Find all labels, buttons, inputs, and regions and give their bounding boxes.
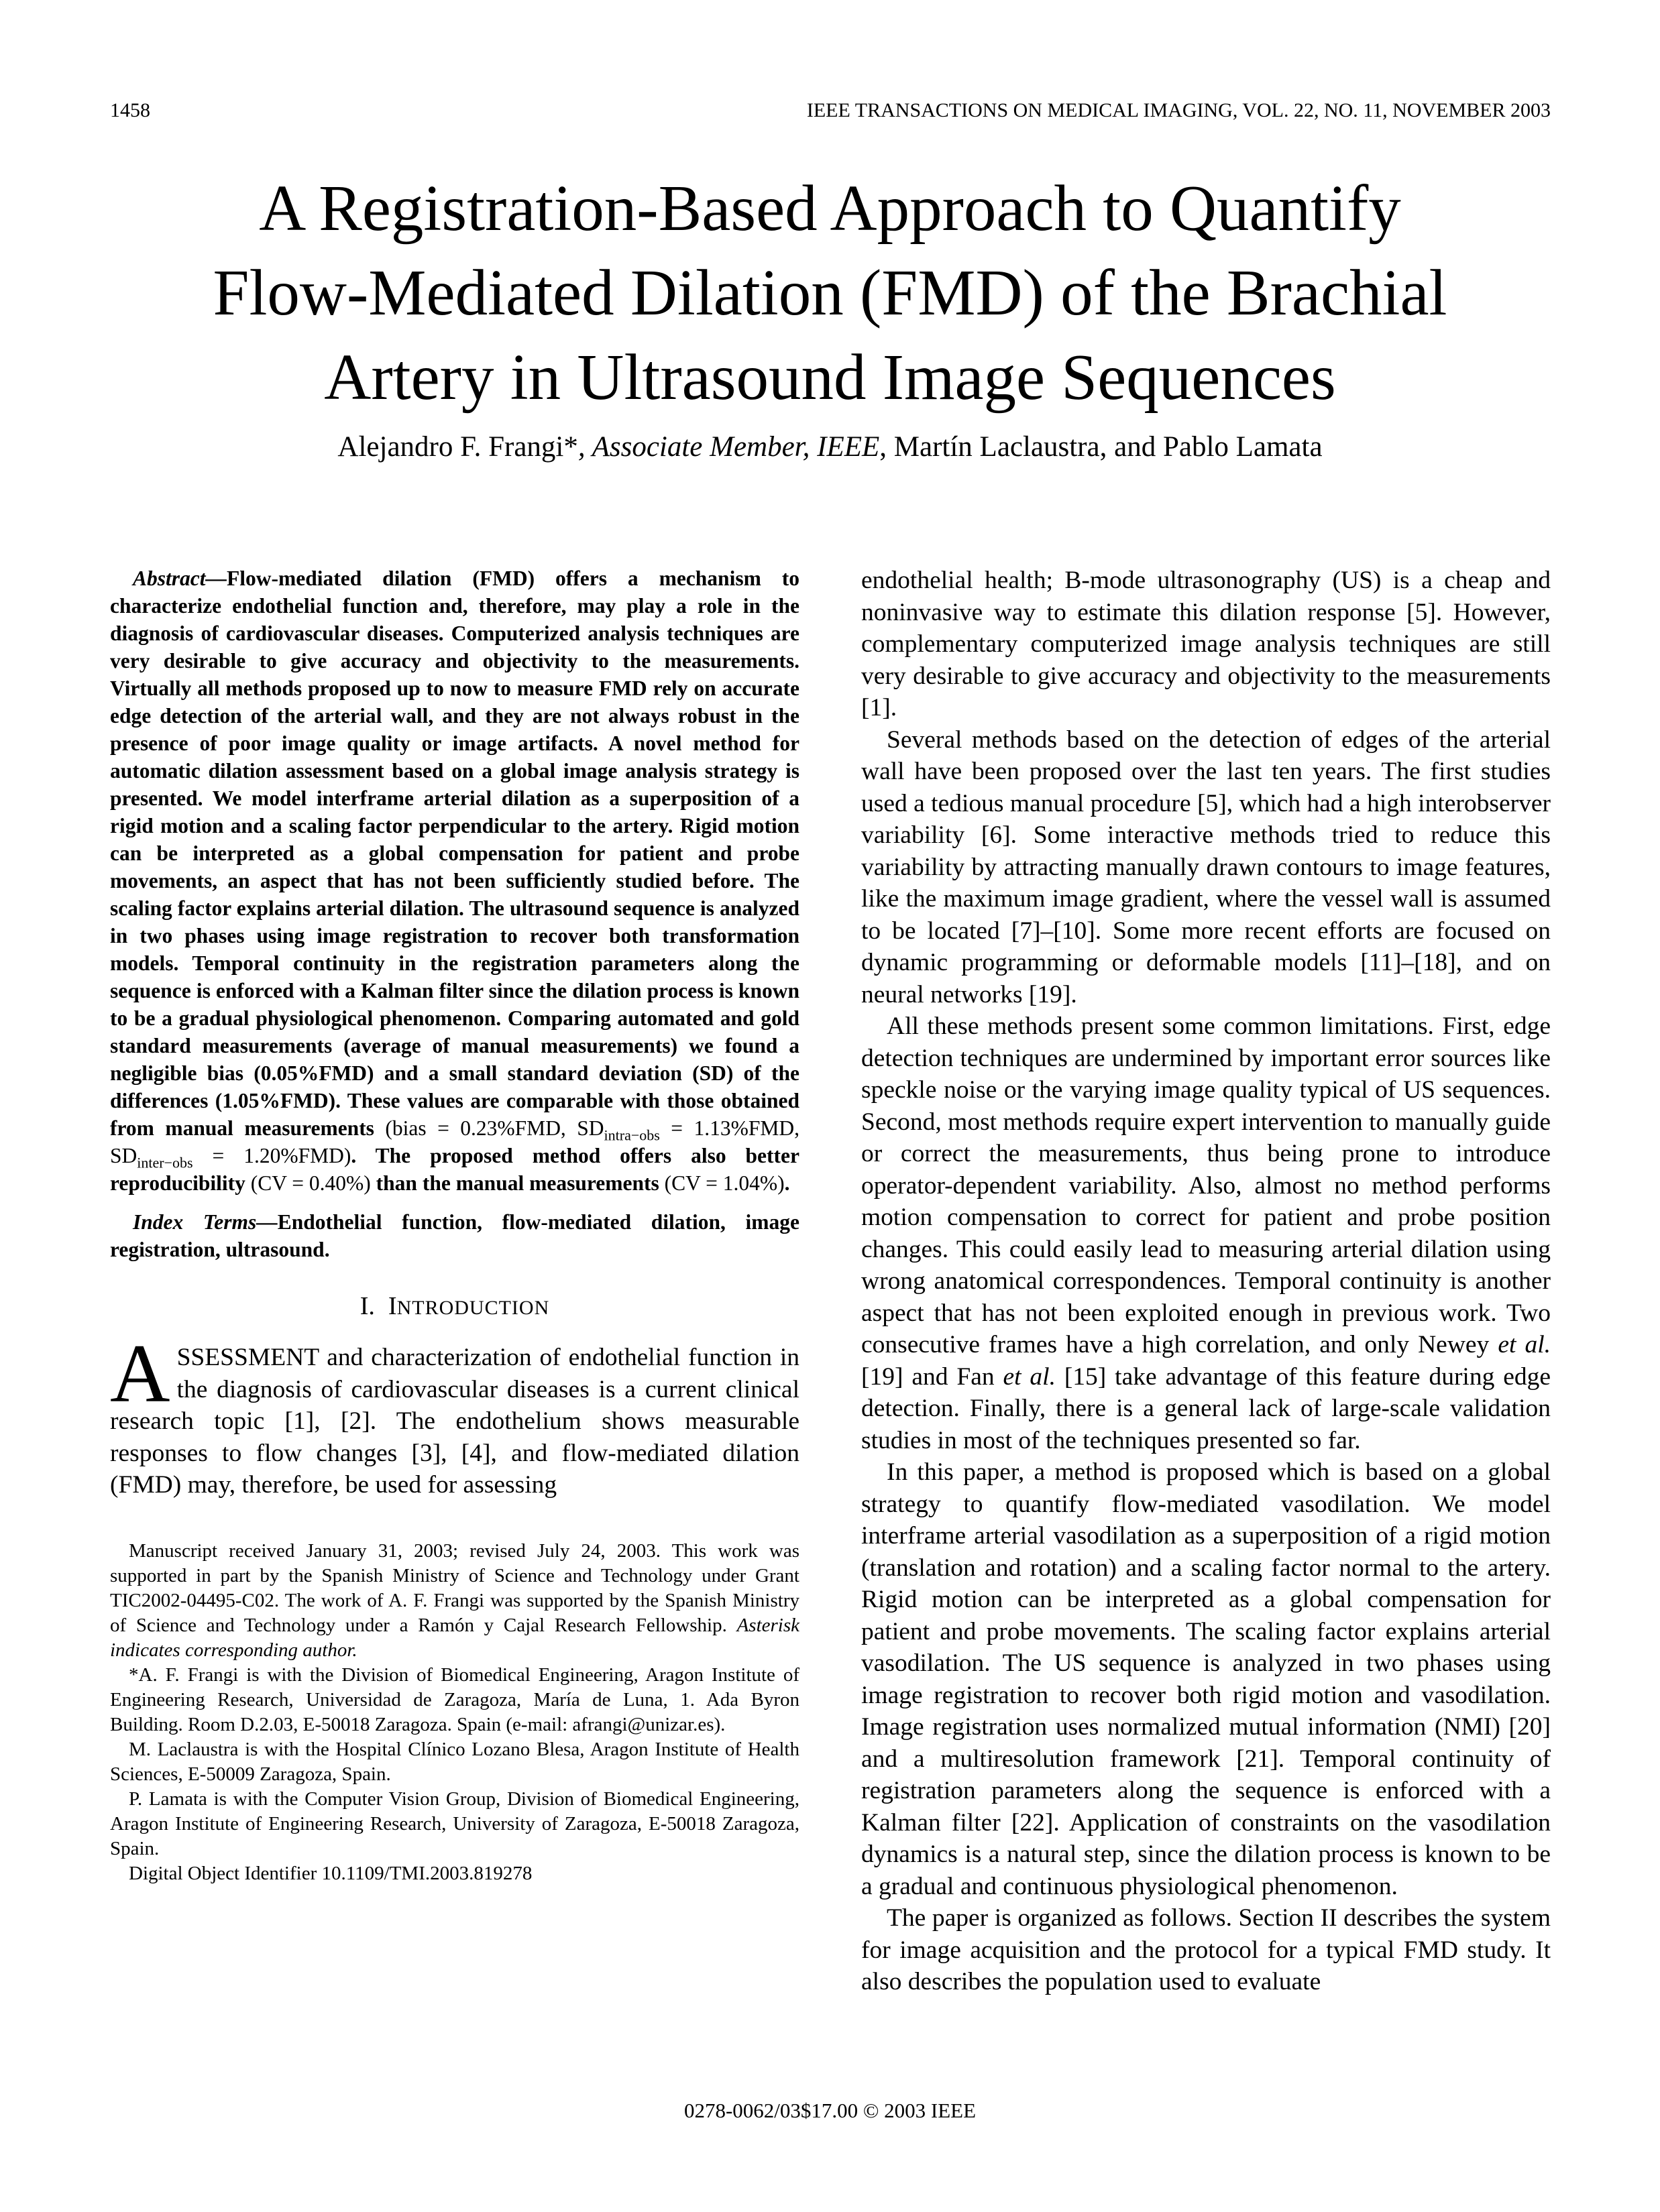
abstract-math-sd1: = 1.13%FMD, SD: [110, 1116, 800, 1167]
footnote-laclaustra-affiliation: M. Laclaustra is with the Hospital Clínico Lozano Blesa, Aragon Institute of Health Sciences, E-50009 Zaragoza, Spain.: [110, 1738, 799, 1785]
abstract-label: Abstract—: [133, 567, 227, 590]
author-name-frangi: Alejandro F. Frangi*: [337, 431, 578, 463]
section-title-rest: NTRODUCTION: [396, 1297, 550, 1319]
et-al-fan: et al.: [1003, 1362, 1056, 1391]
paragraph-several-methods: Several methods based on the detection of edges of the arterial wall have been proposed over the last ten years. The first studies used a tedious manual procedure [5], which had a high interobserver variability [6]. Some interactive methods tried to reduce this variability by attracting manually drawn contours to image features, like the maximum image gradient, where the vessel wall is assumed to be located [7]–[10]. Some more recent efforts are focused on dynamic programming or deformable models [11]–[18], and on neural networks [19].: [861, 725, 1551, 1008]
running-header: [110, 99, 1551, 122]
footnote-asterisk-note: Asterisk indicates corresponding author.: [110, 1614, 799, 1661]
page-number: 1458: [110, 99, 150, 121]
abstract-body-4: .: [784, 1171, 790, 1195]
author-membership: , Associate Member, IEEE: [577, 431, 880, 463]
abstract-math-sd2: = 1.20%FMD): [192, 1144, 351, 1167]
paper-title-line-2: Flow-Mediated Dilation (FMD) of the Brachial: [213, 257, 1447, 329]
footnote-frangi-affiliation: *A. F. Frangi is with the Division of Biomedical Engineering, Aragon Institute of Engineering Research, Universidad de Zaragoza, María de Luna, 1. Ada Byron Building. Room D.2.03, E-50018 Zaragoza. Spain (e-mail: afrangi@unizar.es).: [110, 1664, 799, 1735]
drop-cap: A: [110, 1328, 170, 1419]
abstract-math-cv2: (CV = 1.04%): [664, 1171, 785, 1195]
intro-paragraph: [110, 1328, 799, 1501]
abstract-sub-intra-obs: intra−obs: [604, 1126, 660, 1144]
footnote-doi: Digital Object Identifier 10.1109/TMI.2003.819278: [129, 1862, 533, 1884]
footnote-manuscript-text: Manuscript received January 31, 2003; revised July 24, 2003. This work was supported in part by the Spanish Ministry of Science and Technology under Grant TIC2002-04495-C02. The work of A. F. Frangi was supported by the Spanish Ministry of Science and Technology under a Ramón y Cajal Research Fellowship.: [110, 1539, 799, 1636]
section-title-initial: I: [388, 1292, 397, 1320]
paragraph-endothelial-health: endothelial health; B-mode ultrasonography (US) is a cheap and noninvasive way to estimate this dilation response [5]. However, complementary computerized image analysis techniques are still very desirable to give accuracy and objectivity to the measurements [1].: [861, 567, 1551, 721]
abstract-body-2: . The proposed method offers also better reproducibility: [110, 1144, 799, 1195]
paper-title-line-1: A Registration-Based Approach to Quantify: [259, 172, 1401, 244]
section-heading-introduction: [110, 1291, 799, 1323]
left-column: [110, 565, 799, 1886]
index-terms-body: Endothelial function, flow-mediated dilation, image registration, ultrasound.: [110, 1210, 799, 1261]
authors-line: [0, 430, 1660, 464]
limitations-text-1: All these methods present some common limitations. First, edge detection techniques are undermined by important error sources like speckle noise or the varying image quality typical of US sequences. Second, most methods require expert intervention to manually guide or correct the measurements, thus being prone to introduce operator-dependent variability. Also, almost no method performs motion compensation to correct for patient and probe position changes. This could easily lead to measuring arterial dilation using wrong anatomical correspondences. Temporal continuity is another aspect that has not been exploited enough in previous work. Two consecutive frames have a high correlation, and only Newey: [861, 1012, 1551, 1358]
abstract-paragraph: [110, 565, 799, 1197]
limitations-text-2: [19] and Fan: [861, 1362, 1003, 1391]
footnote-lamata-affiliation: P. Lamata is with the Computer Vision Group, Division of Biomedical Engineering, Aragon Institute of Engineering Research, University of Zaragoza, E-50018 Zaragoza, Spain.: [110, 1788, 799, 1859]
paper-title: [0, 166, 1660, 420]
paper-title-line-3: Artery in Ultrasound Image Sequences: [324, 341, 1336, 413]
abstract-sub-inter-obs: inter−obs: [137, 1154, 193, 1171]
abstract-math-cv1: (CV = 0.40%): [250, 1171, 371, 1195]
section-numeral: I.: [359, 1292, 375, 1320]
abstract-body-1: Flow-mediated dilation (FMD) offers a mechanism to characterize endothelial function and, therefore, may play a role in the diagnosis of cardiovascular diseases. Computerized analysis techniques are very desirable to give accuracy and objectivity to the measurements. Virtually all methods proposed up to now to measure FMD rely on accurate edge detection of the arterial wall, and they are not always robust in the presence of poor image quality or image artifacts. A novel method for automatic dilation assessment based on a global image analysis strategy is presented. We model interframe arterial dilation as a superposition of a rigid motion and a scaling factor perpendicular to the artery. Rigid motion can be interpreted as a global compensation for patient and probe movements, an aspect that has not been sufficiently studied before. The scaling factor explains arterial dilation. The ultrasound sequence is analyzed in two phases using image registration to recover both transformation models. Temporal continuity in the registration parameters along the sequence is enforced with a Kalman filter since the dilation process is known to be a gradual physiological phenomenon. Comparing automated and gold standard measurements (average of manual measurements) we found a negligible bias (0.05%FMD) and a small standard deviation (SD) of the differences (1.05%FMD). These values are comparable with those obtained from manual measurements: [110, 567, 799, 1140]
et-al-newey: et al.: [1498, 1331, 1551, 1358]
index-terms-paragraph: [110, 1208, 799, 1263]
intro-paragraph-text: SSESSMENT and characterization of endothelial function in the diagnosis of cardiovascular diseases is a current clinical research topic [1], [2]. The endothelium shows measurable responses to flow changes [3], [4], and flow-mediated dilation (FMD) may, therefore, be used for assessing: [110, 1344, 799, 1499]
abstract-body-3: than the manual measurements: [370, 1171, 665, 1195]
footnote-manuscript: [110, 1539, 799, 1663]
copyright-line: 0278-0062/03$17.00 © 2003 IEEE: [683, 2099, 977, 2122]
paragraph-paper-organization: The paper is organized as follows. Section II describes the system for image acquisition and the protocol for a typical FMD study. It also describes the population used to evaluate: [861, 1904, 1551, 1995]
journal-title: IEEE TRANSACTIONS ON MEDICAL IMAGING, VOL. 22, NO. 11, NOVEMBER 2003: [806, 99, 1551, 121]
index-terms-label: Index Terms—: [133, 1210, 278, 1234]
paragraph-common-limitations: [861, 1010, 1551, 1456]
authors-others: , Martín Laclaustra, and Pablo Lamata: [879, 431, 1323, 463]
paragraph-proposed-method: In this paper, a method is proposed which is based on a global strategy to quantify flow-mediated vasodilation. We model interframe arterial vasodilation as a superposition of a rigid motion (translation and rotation) and a scaling factor normal to the artery. Rigid motion can be interpreted as a global compensation for patient and probe movements. The scaling factor explains arterial vasodilation. The US sequence is analyzed in two phases using image registration to recover both rigid motion and vasodilation. Image registration uses normalized mutual information (NMI) [20] and a multiresolution framework [21]. Temporal continuity of registration parameters along the sequence is enforced with a Kalman filter [22]. Application of constraints on the vasodilation dynamics is a natural step, since the dilation process is known to be a gradual and continuous physiological phenomenon.: [861, 1458, 1551, 1900]
limitations-text-3: [15] take advantage of this feature during edge detection. Finally, there is a general lack of large-scale validation studies in most of the techniques presented so far.: [861, 1362, 1551, 1454]
abstract-math-bias: (bias = 0.23%FMD, SD: [385, 1116, 604, 1140]
footnotes-block: [110, 1539, 799, 1886]
right-column: [861, 565, 1551, 1998]
